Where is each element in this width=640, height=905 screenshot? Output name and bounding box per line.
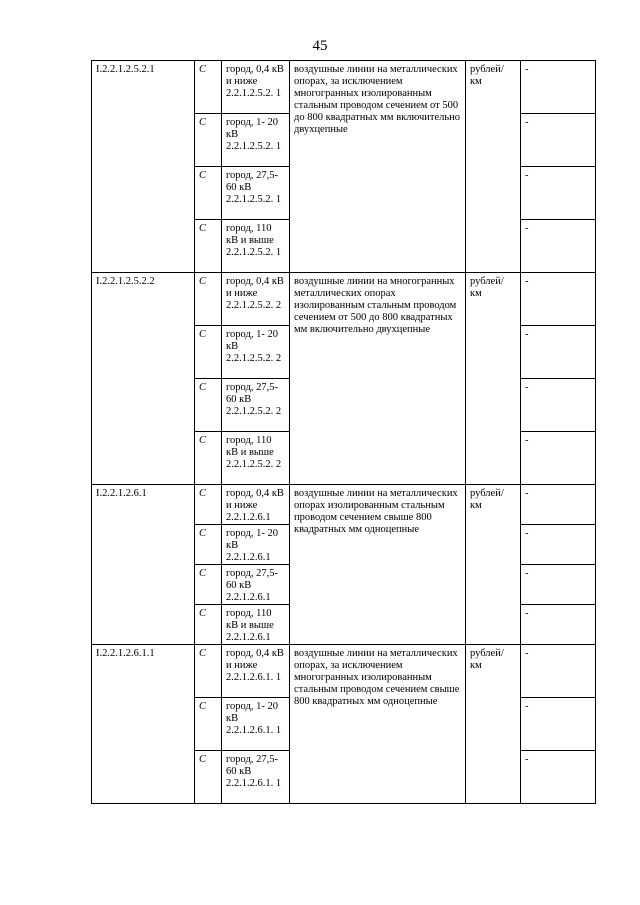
row-type: С bbox=[195, 751, 222, 804]
table-row bbox=[92, 273, 596, 326]
row-sub-category: город, 110 кВ и выше 2.2.1.2.5.2. 1 bbox=[222, 220, 290, 273]
row-sub-category: город, 0,4 кВ и ниже 2.2.1.2.6.1 bbox=[222, 485, 290, 525]
row-sub-category: город, 27,5-60 кВ 2.2.1.2.5.2. 2 bbox=[222, 379, 290, 432]
row-type: С bbox=[195, 698, 222, 751]
row-code: I.2.2.1.2.6.1 bbox=[92, 485, 195, 645]
row-type: С bbox=[195, 326, 222, 379]
row-description: воздушные линии на металлических опорах, за исключением многогранных изолированным стальным проводом сечением свыше 800 квадратных мм одноцепные bbox=[290, 645, 466, 804]
row-sub-category: город, 1- 20 кВ 2.2.1.2.5.2. 2 bbox=[222, 326, 290, 379]
row-sub-category: город, 0,4 кВ и ниже 2.2.1.2.5.2. 1 bbox=[222, 61, 290, 114]
table-row bbox=[92, 61, 596, 114]
row-value: - bbox=[521, 565, 596, 605]
row-description: воздушные линии на многогранных металлических опорах изолированным стальным проводом сечением от 500 до 800 квадратных мм включительно двухцепные bbox=[290, 273, 466, 485]
row-type: С bbox=[195, 220, 222, 273]
row-unit: рублей/ км bbox=[466, 273, 521, 485]
row-description: воздушные линии на металлических опорах изолированным стальным проводом сечением свыше 800 квадратных мм одноцепные bbox=[290, 485, 466, 645]
row-value: - bbox=[521, 432, 596, 485]
row-value: - bbox=[521, 220, 596, 273]
row-type: С bbox=[195, 485, 222, 525]
row-sub-category: город, 0,4 кВ и ниже 2.2.1.2.6.1. 1 bbox=[222, 645, 290, 698]
row-sub-category: город, 27,5-60 кВ 2.2.1.2.5.2. 1 bbox=[222, 167, 290, 220]
row-value: - bbox=[521, 167, 596, 220]
row-sub-category: город, 110 кВ и выше 2.2.1.2.5.2. 2 bbox=[222, 432, 290, 485]
row-code: I.2.2.1.2.5.2.1 bbox=[92, 61, 195, 273]
row-type: С bbox=[195, 273, 222, 326]
row-type: С bbox=[195, 525, 222, 565]
row-value: - bbox=[521, 751, 596, 804]
row-sub-category: город, 0,4 кВ и ниже 2.2.1.2.5.2. 2 bbox=[222, 273, 290, 326]
row-code: I.2.2.1.2.5.2.2 bbox=[92, 273, 195, 485]
page-number: 45 bbox=[312, 38, 328, 54]
row-type: С bbox=[195, 645, 222, 698]
row-sub-category: город, 27,5-60 кВ 2.2.1.2.6.1. 1 bbox=[222, 751, 290, 804]
row-value: - bbox=[521, 326, 596, 379]
row-description: воздушные линии на металлических опорах, за исключением многогранных изолированным стальным проводом сечением от 500 до 800 квадратных мм включительно двухцепные bbox=[290, 61, 466, 273]
row-type: С bbox=[195, 114, 222, 167]
row-value: - bbox=[521, 485, 596, 525]
row-type: С bbox=[195, 605, 222, 645]
row-value: - bbox=[521, 273, 596, 326]
row-sub-category: город, 27,5-60 кВ 2.2.1.2.6.1 bbox=[222, 565, 290, 605]
row-value: - bbox=[521, 645, 596, 698]
row-sub-category: город, 1- 20 кВ 2.2.1.2.5.2. 1 bbox=[222, 114, 290, 167]
row-sub-category: город, 110 кВ и выше 2.2.1.2.6.1 bbox=[222, 605, 290, 645]
row-unit: рублей/ км bbox=[466, 61, 521, 273]
row-type: С bbox=[195, 61, 222, 114]
table-row bbox=[92, 645, 596, 698]
row-type: С bbox=[195, 379, 222, 432]
row-type: С bbox=[195, 432, 222, 485]
row-type: С bbox=[195, 565, 222, 605]
row-value: - bbox=[521, 698, 596, 751]
row-value: - bbox=[521, 61, 596, 114]
row-sub-category: город, 1- 20 кВ 2.2.1.2.6.1 bbox=[222, 525, 290, 565]
row-value: - bbox=[521, 379, 596, 432]
row-unit: рублей/ км bbox=[466, 485, 521, 645]
row-value: - bbox=[521, 525, 596, 565]
row-sub-category: город, 1- 20 кВ 2.2.1.2.6.1. 1 bbox=[222, 698, 290, 751]
row-value: - bbox=[521, 114, 596, 167]
tariff-table bbox=[91, 60, 596, 804]
row-type: С bbox=[195, 167, 222, 220]
row-unit: рублей/ км bbox=[466, 645, 521, 804]
row-code: I.2.2.1.2.6.1.1 bbox=[92, 645, 195, 804]
table-row bbox=[92, 485, 596, 525]
row-value: - bbox=[521, 605, 596, 645]
